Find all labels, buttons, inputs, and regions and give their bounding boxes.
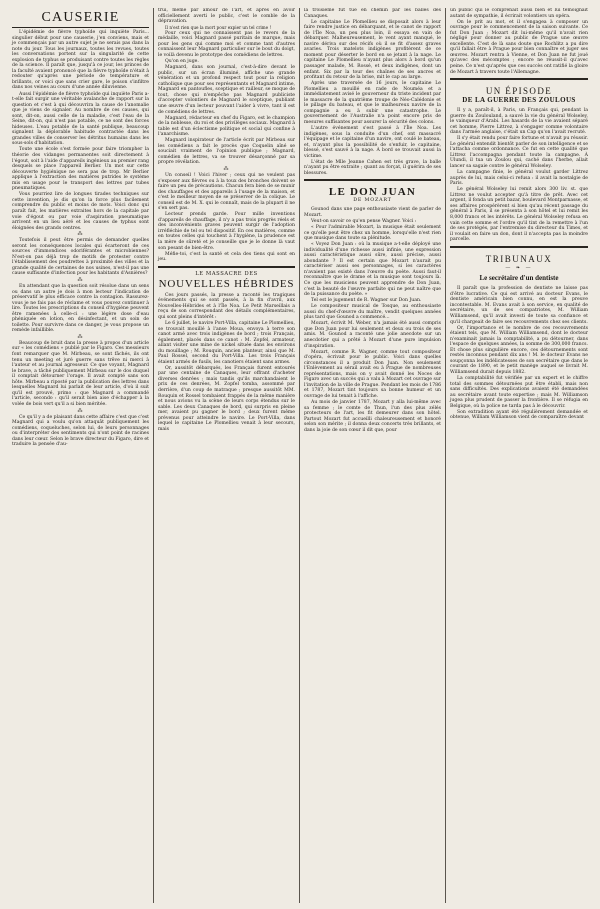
paragraph: Aussi l'épidémie de fièvre typhoïde qui inquiète Paris a-t-elle fait surgir une véritable avalanche de rapport sur la question et c'est à qui découvrira la cause de l'anomalie que je viens de signaler. Au nombre de ces causes, qui sont, dit-on, aussi celle de la maladie, c'est l'eau de la Seine, dit-on, qui n'est pas potable, ce ne sont des forces hideuses. L'eau potable de la santé publique, beaucoup signalent la déplorable habitude contractée dans les grandes villes de conserver les détritus humains dans les sous-sols d'habitation. [12,91,149,147]
columns [8,8,592,903]
paragraph: Il s'y était rendu pour faire fortune et n'avait pu réussir. Le général entendit bientôt parler de son intelligence et se l'attacha comme ordonnance. Ce fut en cette qualité que Littrez l'accompagna pendant toute la campagne. À Ulundi, il tua un Zoulou qui, caché dans l'herbe, allait lancer sa sagaie contre le général Wolseley. [450,136,588,170]
paragraph: « Pour l'admirable Mozart, la musique était seulement ce qu'elle peut être chez un homme, lorsqu'elle n'est rien que musique dans toute sa plénitude. [304,225,441,242]
headline-causerie: CAUSERIE [41,10,120,25]
rule [450,78,588,80]
paragraph: Ces jours passés, la presse a raconté les tragiques événements qui se sont passés, à la fin d'avril, aux Nouvelles-Hébrides et à l'Île Noa. Le Petit Marseillais a reçu de son correspondant des détails complémentaires, qui sont pleins d'intérêt : [158,292,295,320]
paragraph: Magnard, dans son journal, c'est-à-dire devant le public, sur un écran illuminé, affiche une grande vénération et un profond respect tout pour la religion catholique que pour ses représentants et Magnard intime, Magnard en pantoufles, sceptique et railleur, se moque de tout, chose qui n'empêche pas Magnard publiciste d'accepter volontiers de Magnard le sceptique, publiant une œuvre d'un lecteur pouvant l'aider à vivre, tant il est de comédiens de lettres. [158,65,295,115]
headline-don-juan: LE DON JUAN [328,186,417,199]
paragraph: Tel est le jugement de R. Wagner sur Don Juan. [311,298,422,304]
section-separator: ⁂ [77,231,84,238]
paragraph: Gounod dans une page enthousiaste vient de parler de Mozart. [304,207,441,218]
paragraph: Au mois de janvier 1787, Mozart y alla lui-même avec sa femme ; le comte de Thun, l'un des plus zélés protecteurs de l'art, les fit demeurer dans son hôtel. Partout Mozart fut accueilli chaleureusement et honoré selon son mérite ; il donna deux concerts très brillants, et dans la joie de son cœur il dit que, pour [304,400,441,433]
paragraph: Toutefois il peut être permis de demander quelles seront les conséquences locales qui écarteront de ces sources d'immondices odoriférantes et microbiennes? N'est-on pas déjà trop de motifs de protester contre l'établissement des poudrettes à proximité des villes et la grande qualité de certaines de nos usines, n'est-il pas une cause suffisante d'infection pour les habitants d'Asnières? [12,238,149,277]
paragraph: Ce qu'il y a de plaisant dans cette affaire c'est que c'est Magnard qui a voulu qu'on attaquât publiquement les comédiens, coqueluches, selon lui, de leurs personnages ou d'interpréter des sentiments qui n'ont point de racines dans leur cœur. Selon le brave directeur du Figaro, dire et traduire la pensée d'au- [12,414,149,448]
paragraph: Il y a, paraît-il, à Paris, un Français qui, pendant la guerre du Zoulouland, a sauvé la vie du général Wolseley, le vainqueur d'Arabi. Les hasards de la vie avaient séparé cet homme, Pierre Littrez, à s'engager comme volontaire dans l'armée anglaise, c'était un Cap qu'on l'avait recruté. [450,108,588,136]
paragraph: Il paraît que la profession de dentiste ne laisse pas d'être lucrative. Ce qui est arrivé au docteur Evans, le dentiste américain bien connu, en est la preuve incontestable. M. Evans avait à son service, en qualité de secrétaire, un de ses compatriotes, M. William Williamsend, qu'il avait investi de toute sa confiance et qu'il chargeait de faire ses recouvrements chez ses clients. [450,286,588,325]
paragraph: On le prit au mot, et il s'engagea à composer un ouvrage pour le commencement de la saison suivante. Ce fut Don Juan ; Mozart dit lui-même qu'il n'avait rien négligé pour donner au public de Prague une œuvre excellente. C'est de là sans doute que Rochlitz a pu dire qu'il fallait être à Prague pour bien connaître et juger ses œuvres. Mozart rentra à Vienne, et Don Juan ne fut joué qu'avec des mécomptes ; encore ne réussit-il qu'avec peine. Ce n'est qu'après que ces succès ont ratifié la gloire de Mozart à travers toute l'Allemagne. [450,19,588,75]
paragraph: Son extradition ayant été régulièrement demandée et obtenue, William Williamson vient de comparaître devant [450,409,588,421]
paragraph: L'état de Mlle Jeanne Cahen est très grave, la balle n'ayant pu être extraite ; quant au forçat, il guérira de ses blessures. [304,159,441,176]
rule [158,266,295,268]
paragraph: Beaucoup de bruit dans la presse à propos d'un article sur « les comédiens » publié par le Figaro. Ces messieurs font remarquer que M. Mirbeau, se sont fâchés, ils ont tenu un meeting et juré guerre sans trêve ni merci à l'auteur et au journal agresseur. Ce que voyant, Magnard le brave, a tâché publiquement Mirbeau sur le dos duquel il comptait détourner l'orage. Il avait compté sans son hôte. Mirbeau a riposté par la publication des lettres dans lesquelles Magnard lui parlait de leur article, d'où il suit qu'il est prouvé, primo : que Magnard a commandé l'article, secondo : qu'il serait bien aise d'échapper à la volée de bois vert qu'il a si bien méritée. [12,340,149,407]
rule [450,246,588,248]
paragraph: Un conseil ! Voici l'hiver ; ceux qui ne veulent pas s'exposer aux fièvres ou à la toux des bronches doivent se faire un peu de précautions. Chacun fera bien de se munir des chauffages et des appareils à l'usage de la maison, et c'est le meilleur moyen de se préserver de la colique. Le conseil est de M. X. qui le connaît, mais de la plupart il ne s'en sert pas. [158,172,295,212]
paragraph: Qu'on en juge. [165,59,199,65]
paragraph: Vous pourriez lire de longues tirades techniques sur cette invention, je dis qu'on la force plus facilement comprendre du public et moins de mots. Voici donc qui paraît fait, les matières extraites hors de la capitale par voie d'égout ou par voie d'aspiration pneumatique arrivent en un lieu aéré et les causes de typhus sont éloignées des grands centres. [12,192,149,231]
column-1 [8,8,154,903]
subheadline-mozart: DE MOZART [353,198,392,204]
headline-nouvelles-hebrides: NOUVELLES HÉBRIDES [158,277,295,290]
paragraph: Mozart, écrivit M. Weber, n'a jamais été aussi compris que Don Juan pour lui seulement et deux ou trois de ses amis. M. Gounod a raconté une jolie anecdote sur un anecdotier qui a prêté à Mozart d'une pure impulsion d'inspiration. [304,321,441,349]
paragraph: Veut-on savoir ce qu'en pense Wagner. Voici : [311,219,417,224]
paragraph: Lecteur prends garde. Pour mille inventions d'appareils de chauffage, il n'y a pas trois progrès réels et des inconvénients graves peuvent surgir de l'adoption irréfléchie de tel ou tel dispositif. En ces matières, comme en toutes celles qui touchent à l'hygiène, la prudence est la mère de sûreté et je conseille que je le donne là vaut son pesant de bien-être. [158,212,295,251]
rule [12,27,149,28]
paragraph: Magnard, rédacteur en chef du Figaro, est le champion de la noblesse, du roi et des privilèges sociaux. Magnard à table est d'un éclectisme politique et social qui confine à l'anarchisme. [158,115,295,138]
paragraph: Toute une école s'est formée pour faire triompher la théorie des vidanges permanentes soit directement à l'égout, soit à l'aide d'appareils ingénieux au premier rang desquels se place l'appareil Berlier. Un mot sur cette découverte hygiénique ne sera pas de trop. Mr Berlier applique à l'extraction des matières putrides le système mis en usage pour le transport des lettres par tubes pneumatiques. [12,147,149,192]
section-separator: ⁂ [77,277,84,284]
column-4 [446,8,592,903]
headline-secretaire-dentiste: Le secrétaire d'un dentiste [479,274,559,283]
paragraph: « Voyez Don Juan : où la musique a-t-elle déployé une individualité d'une richesse aussi infinie, une expression aussi caractéristique aussi sûre, aussi précise, aussi abondante ? Il est certain que Mozart n'aurait pu caractériser aussi ses personnages, si les caractères n'avaient pas existé dans l'œuvre du poète. Aussi faut-il reconnaître que le drame et la musique sont toujours là. Ce que les musiciens peuvent apprendre de Don Juan, c'est la beauté de l'œuvre parfaite qui ne peut naître que de la puissance du poète. » [304,242,441,298]
paragraph: Pour ceux qui ne connaissent pas le revers de la médaille, voici Magnard passé puritain de marque, mais pour les gens qui comme moi et comme tant d'autres connaissent leur Magnard particulier sur le bout du doigt, le voilà devenu le prototype des comédiens de lettres. [158,30,295,59]
paragraph: trui, même par amour de l'art, et après en avoir officiellement averti le public, c'est le comble de la dépravation. [158,8,295,25]
paragraph: Le capitaine Le Plomellieu se disposait alors à leur faire rendre justice en débarquant, et le canot de rapport de l'Île Noa, un peu plus loin, il essaya en vain de débarquer. Malheureusement, le vent ayant manqué, le navire dériva sur des récifs où il se fit d'assez graves avaries. Trois matelots indigènes profitèrent de ce moment pour déserter le bord en se jetant à la nage. Le capitaine Le Plomellieu n'ayant plus alors à bord qu'un passager malade, M. Rossé, et deux indigènes, dont un enfant. Six par la tour des chaînes de ses ancres et profitant du retour de la brise, mit le cap au large. [304,19,441,81]
paragraph: En attendant que la question soit résolue dans un sens ou dans un autre je dois à mon lecteur l'indication de préservatif le plus efficace contre la contagion. Rassurez-vous je ne fais pas de réclame et vous pouvez continuer à lire. Toutes les prescriptions du conseil d'hygiène peuvent être ramenées à celle-ci : une légère dose d'eau phéniquée en lotion, en désinfectant, et un soin de toilette. Pour survivre dans ce danger, je vous propose un remède infaillible. [12,284,149,334]
paragraph: Or, aussitôt débarqués, les Français furent entourés par une centaine de Canaques, leur offrant d'acheter diverses denrées ; mais tandis qu'ils marchandaient le prix de ces denrées, M. Zopfel tomba, assommé par derrière, d'un coup de matraque ; presque aussitôt MM. Rouquin et Rossel tombaient frappés de la même manière et nous avions vu la scène de leurs corps étendus sur le sable. Les deux Canaques de bord, qui surpris en pleine mer, avaient pu gagner le bord ; deux furent même prévenus pour atteindre le navire. Le Port-Villa, dans lequel le capitaine Le Plomellieu venait à leur secours, mais [158,365,295,432]
paragraph: Le général Wolseley lui remit alors 300 liv. st. que Littrez ne voulut accepter qu'à titre de prêt. Avec cet argent, il fonda un petit bazar, boulevard Montparnasse, et ses affaires prospérèrent si bien qu'au récent passage du général à Paris, il se présenta à son hôtel et lui remit les 8,000 francs et les intérêts. Le général Wolseley refusa en vain cette somme et l'ordre qu'il tint de la remettre à l'un de ses protégés, par l'entremise du directeur du Times, et il voulait en faire un don, dont il n'accepta pas la moindre parcelle. [450,187,588,243]
paragraph: Le 6 juillet, le navire Port-Villa, capitaine Le Plomellieu, se trouvait mouillé à l'anse Moua, envoya à terre son canot armé avec trois indigènes de bord ; trois Français, également, placés dans ce canot : M. Zopfel, armateur, allant visiter une mine de nickel située dans les environs du mouillage ; M. Rouquin, ancien planteur, ainsi que M. Paul Rossel, second du Port-Villa. Les trois Français étaient armés de fusils, les canotiers étaient sans armes. [158,320,295,365]
section-separator: ⁂ [77,407,84,414]
paragraph: Le compositeur musical de Tosque, au enthousiaste aussi du chef-d'œuvre du maître, vendit quelques années plus tard que Gounod a commencé... [304,304,441,321]
paragraph: La comptabilité fut vérifiée par un expert et le chiffre total des sommes détournées put être établi, mais non sans difficultés. Des explications avaient été demandées au secrétaire avant toute expertise ; mais M. Williamson jugea plus prudent de passer la frontière. Il se réfugia en Belgique, où la police ne tarda pas à le découvrir. [450,375,588,409]
rule [304,179,441,181]
paragraph: Magnard inspirateur de l'article écrit par Mirbeau sur les comédiens a fait le procès que Coquelin aîné se souciait vraiment de l'opinion publique ; Magnard, comédien de lettres, va se trouver désarçonné par sa propre révélation. [158,138,295,166]
section-separator: ⁂ [77,333,84,340]
column-2 [154,8,300,903]
paragraph: Après une traversée de 16 jours, le capitaine Le Plomellieu a mouillé en rade de Nouméa et a immédiatement avisé le gouverneur du triste incident par le massacre de la quatrième troupe de Néo-Calédonie et le pillage du bateau, et que le malheureux navire de la compagnie a eu à subir une catastrophe. Le gouvernement de l'Australie n'a point encore pris de mesures suffisantes pour assurer la sécurité des colons. [304,81,441,125]
paragraph: Or, l'importance et le nombre de ces recouvrements étaient tels, que M. William Williamsend, dont le docteur n'examinait jamais la comptabilité, a pu détourner, dans l'espace de quelques années, la somme de 300,000 francs. Et chose plus singulière encore, ces détournements sont restés inconnus pendant dix ans ! M. le docteur Evans ne soupçonna les indélicatesses de son secrétaire que dans le courant de 1890, et le petit manège auquel se livrait M. Williamsend durait depuis 1882. [450,325,588,375]
paragraph: L'autre événement s'est passé à l'Île Noa. Les indigènes, sous la conduite d'un chef, ont massacré l'équipage et le capitaine d'un navire, ont coulé le bateau, et, n'ayant plus la possibilité de s'enfuir, le capitaine, blessé, s'est sauvé à la nage. À bord se trouvait aussi la victime. [304,125,441,159]
paragraph: un public qui le comprenait aussi bien et lui témoignait autant de sympathie, il écrirait volontiers un opéra. [450,8,588,19]
kicker-massacre: LE MASSACRE DES [195,270,258,277]
ornament-divider: — ❧ — [505,264,533,271]
headline-tribunaux: TRIBUNAUX [485,253,553,264]
section-separator: ⁂ [223,165,230,172]
headline-guerre-zoulous: DE LA GUERRE DES ZOULOUS [462,96,576,105]
paragraph: Méfie-toi, c'est la santé et cela des tiens qui sont en jeu. [158,251,295,263]
paragraph: L'épidémie de fièvre typhoïde qui inquiète Paris... singulier début pour une causerie, j'en conviens, mais et je commençais par un autre sujet je ne serais pas dans la note du jour. Tous les journaux, toutes les revues, toutes les conversations portent sur la singularité de cette explosion de typhus se produisant contre toutes les règles de la science. Il paraît que, jusqu'à ce jour, les princes de la faculté avaient prononcé que la fièvre typhoïde n'était à redouter qu'après une période de température et brillants, or voici que sans crier gare, le poison s'infiltre dans nos veines au cours d'une année diluvienne. [12,30,149,91]
headline-episode: UN ÉPISODE [485,86,553,97]
paragraph: Il n'est rien que la mort pour expier un tel crime ! [165,25,272,31]
paragraph: la troisième fut tué en chemin par les balles des Canaques. [304,8,441,19]
paragraph: La campagne finie, le général voulut garder Littrez auprès de lui, mais celui-ci refusa : il avait la nostalgie de Paris. [450,170,588,187]
column-3 [300,8,446,903]
paragraph: Mozart, comme R. Wagner, comme tout compositeur d'opéra, écrivait pour le public. Voici dans quelles circonstances il a produit Don Juan. Non seulement l'Enlèvement au sérail avait eu à Prague de nombreuses représentations, mais on y avait donné les Noces de Figaro avec un succès qui a valu à Mozart cet ouvrage sur l'invitation de la ville de Prague. Pendant les mois de 1786 et 1787, Mozart tint toujours sa bonne humeur et un ouvrage de lui tenait à l'affiche. [304,349,441,399]
